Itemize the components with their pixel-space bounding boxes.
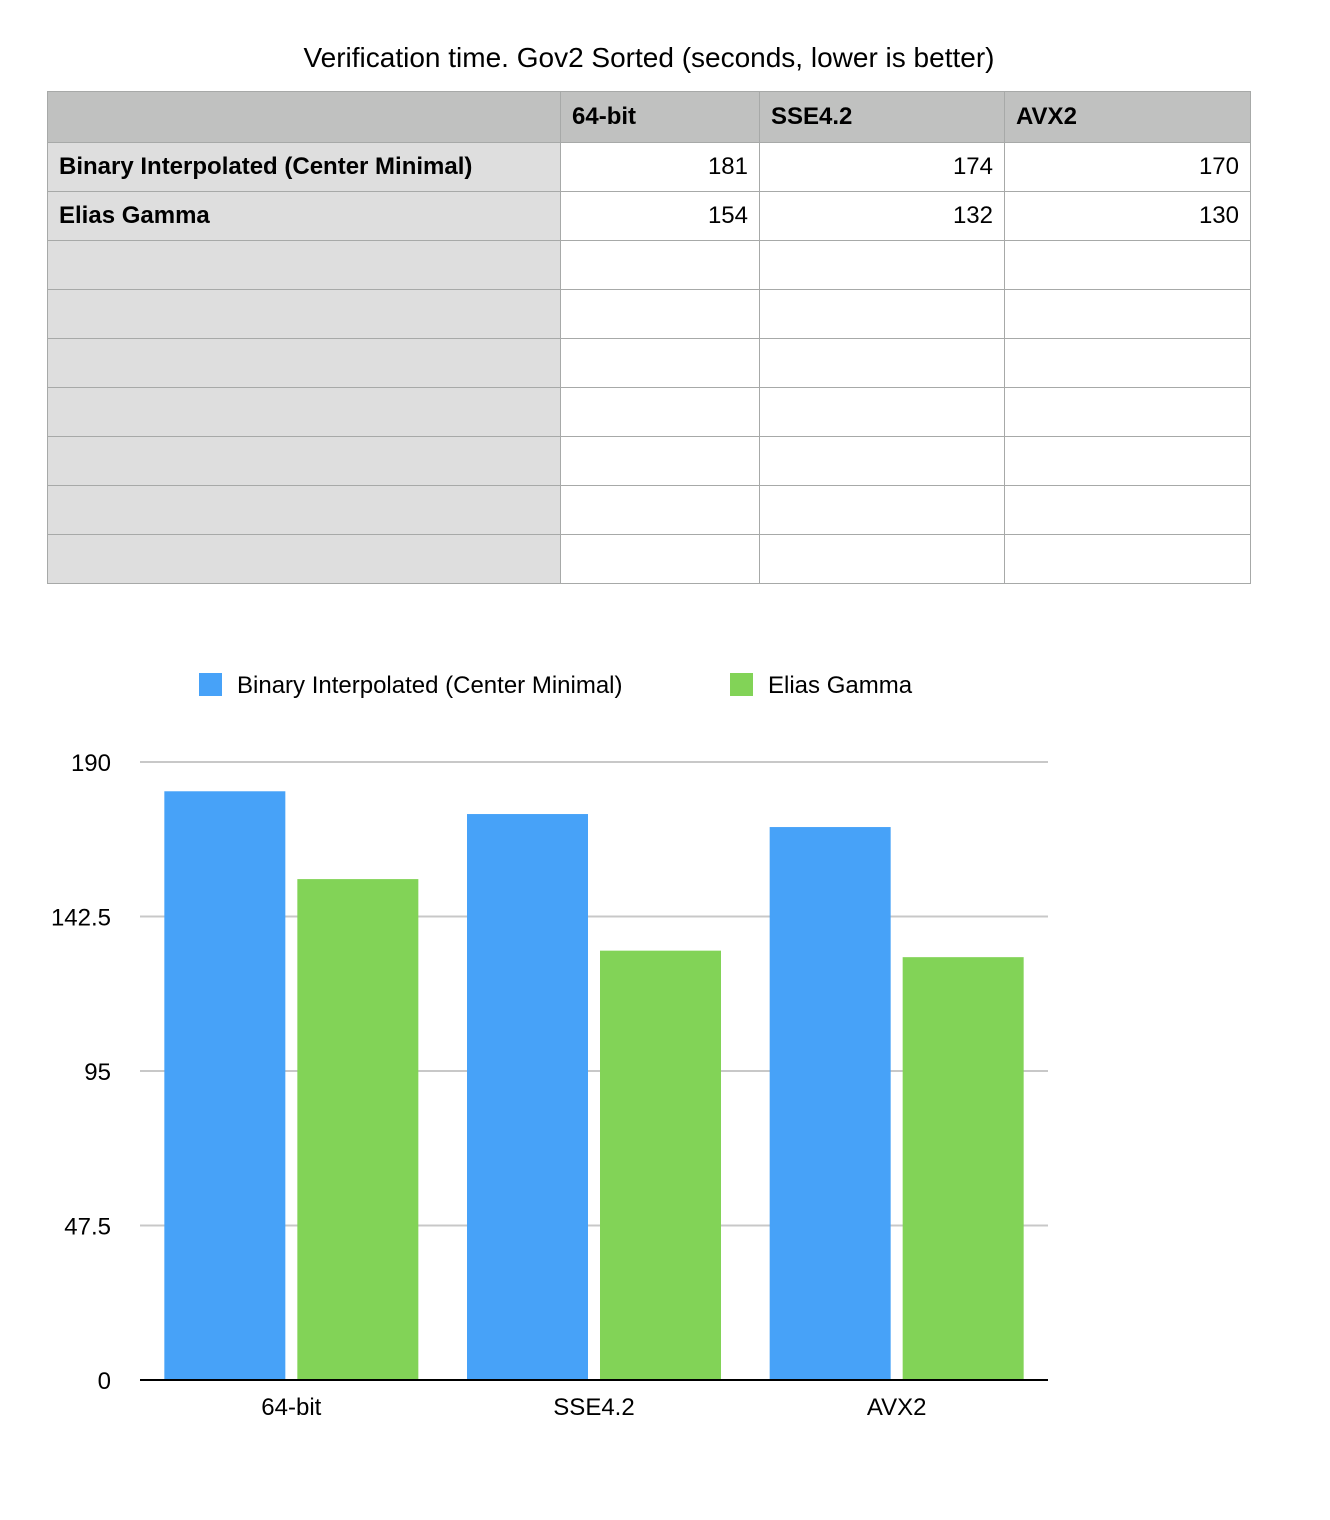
table-row-label: Binary Interpolated (Center Minimal): [48, 143, 561, 192]
table-cell: [561, 290, 760, 339]
table-cell: [1005, 388, 1251, 437]
table-cell: [561, 486, 760, 535]
table-cell: [760, 535, 1005, 584]
table-row: [48, 241, 1251, 290]
table-row-label: [48, 437, 561, 486]
legend-swatch-series-2: [730, 673, 753, 696]
data-table: [47, 91, 1251, 584]
bar-1-sse4-2: [467, 814, 588, 1380]
table-row-label: [48, 339, 561, 388]
table-header-cell: 64-bit: [561, 92, 760, 143]
table-row: [48, 486, 1251, 535]
legend-item-series-1: [199, 670, 623, 702]
x-tick-label: SSE4.2: [553, 1394, 635, 1421]
bar-1-64-bit: [164, 791, 285, 1380]
table-row-label: Elias Gamma: [48, 192, 561, 241]
table-cell: [760, 388, 1005, 437]
table-header-cell: [48, 92, 561, 143]
table-cell: [1005, 437, 1251, 486]
y-tick-label: 95: [84, 1059, 111, 1086]
table-cell: [760, 241, 1005, 290]
table-cell: [561, 241, 760, 290]
table-cell: 170: [1005, 143, 1251, 192]
legend-label-series-1: Binary Interpolated (Center Minimal): [237, 672, 623, 699]
bar-2-64-bit: [297, 879, 418, 1380]
table-cell: 154: [561, 192, 760, 241]
legend-item-series-2: [730, 670, 912, 702]
table-row: [48, 388, 1251, 437]
table-row-label: [48, 486, 561, 535]
y-tick-label: 47.5: [64, 1213, 111, 1241]
table-cell: [760, 486, 1005, 535]
table-row-label: [48, 290, 561, 339]
y-tick-label: 190: [70, 750, 111, 777]
table-row-label: [48, 241, 561, 290]
table-cell: [760, 437, 1005, 486]
bar-2-avx2: [903, 957, 1024, 1380]
legend-label-series-2: Elias Gamma: [768, 672, 913, 699]
x-tick-label: AVX2: [866, 1394, 927, 1421]
table-cell: [760, 290, 1005, 339]
table-cell: [1005, 486, 1251, 535]
chart-title: Verification time. Gov2 Sorted (seconds, lower is better): [303, 42, 995, 73]
table-cell: [561, 437, 760, 486]
table-row: [48, 535, 1251, 584]
table-row: [48, 143, 1251, 192]
table-row-label: [48, 535, 561, 584]
table-cell: 181: [561, 143, 760, 192]
table-cell: 174: [760, 143, 1005, 192]
bar-2-sse4-2: [600, 951, 721, 1380]
y-tick-label: 142.5: [50, 904, 111, 932]
table-row: [48, 192, 1251, 241]
table-cell: [1005, 290, 1251, 339]
table-header-cell: AVX2: [1005, 92, 1251, 143]
table-row-label: [48, 388, 561, 437]
legend-swatch-series-1: [199, 673, 222, 696]
table-header-cell: SSE4.2: [760, 92, 1005, 143]
table-cell: 130: [1005, 192, 1251, 241]
table-cell: [561, 535, 760, 584]
table-cell: [1005, 339, 1251, 388]
bar-chart: [0, 730, 1330, 1450]
table-row: [48, 437, 1251, 486]
table-cell: [760, 339, 1005, 388]
table-header-row: [48, 92, 1251, 143]
table-cell: [1005, 535, 1251, 584]
y-tick-label: 0: [97, 1368, 111, 1395]
table-cell: [561, 339, 760, 388]
table-cell: 132: [760, 192, 1005, 241]
table-cell: [1005, 241, 1251, 290]
x-tick-label: 64-bit: [261, 1394, 322, 1421]
table-cell: [561, 388, 760, 437]
bar-1-avx2: [770, 827, 891, 1380]
table-row: [48, 290, 1251, 339]
table-row: [48, 339, 1251, 388]
